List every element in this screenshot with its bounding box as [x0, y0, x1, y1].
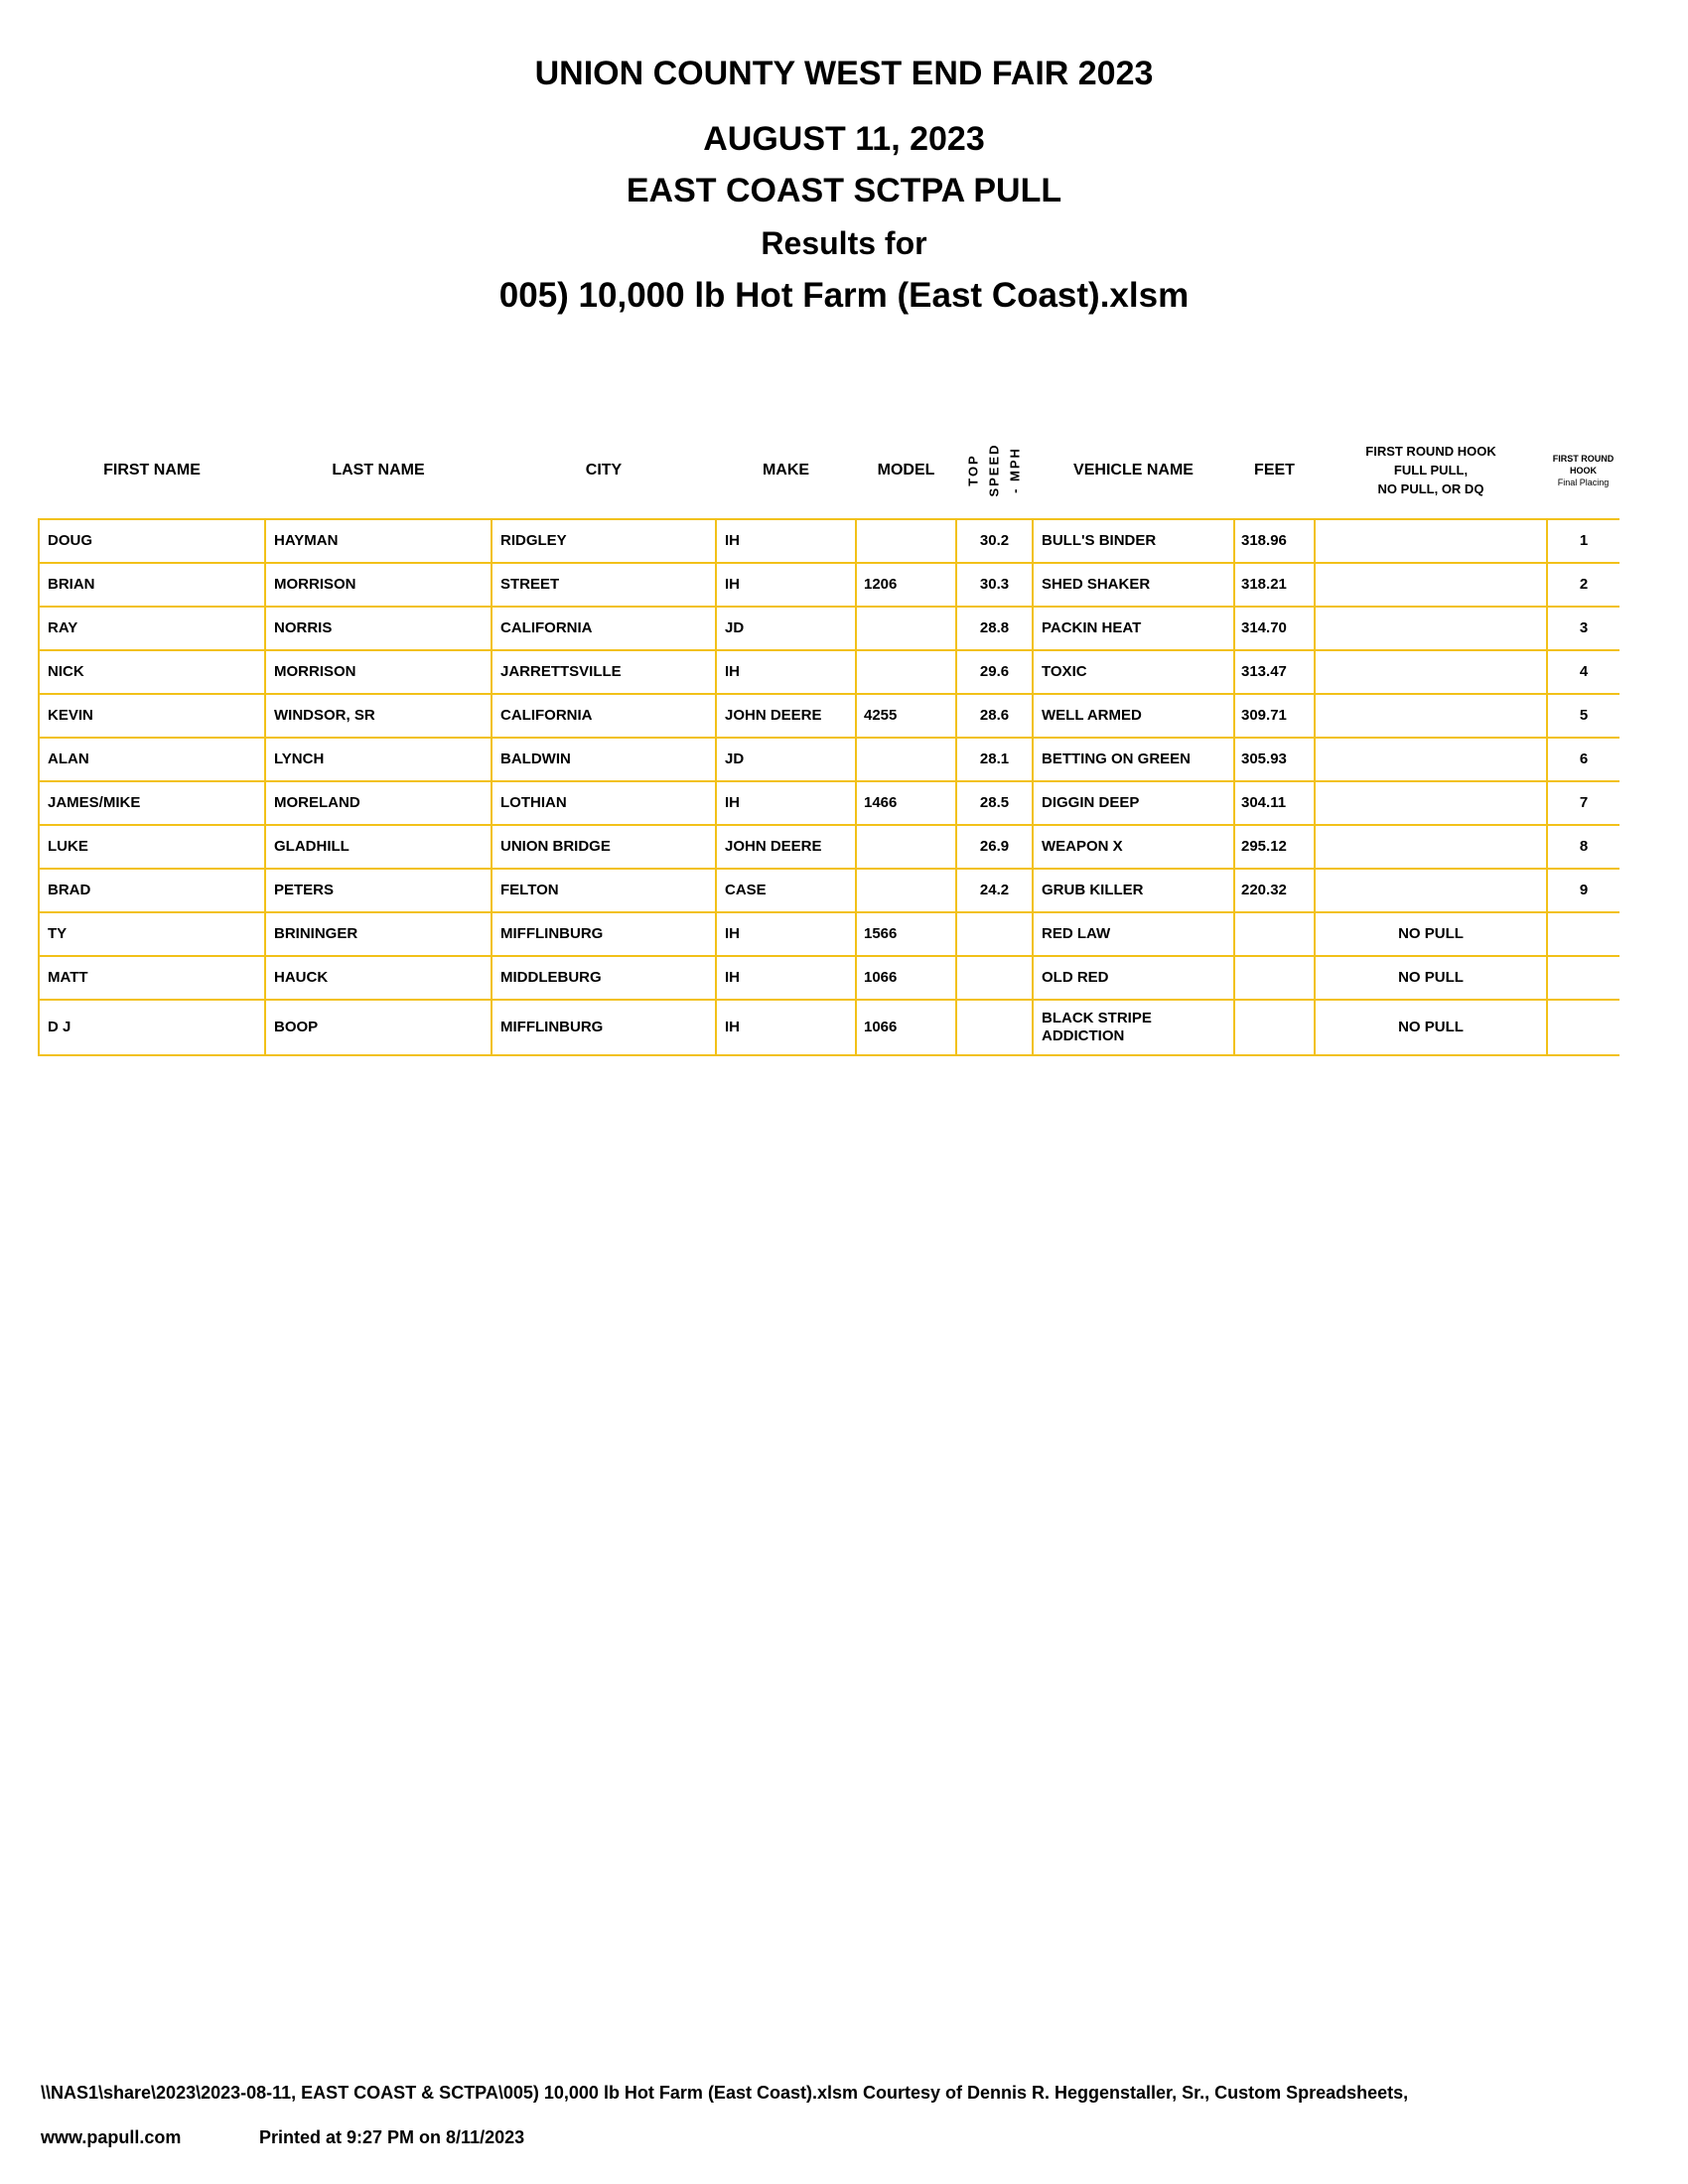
table-row [39, 519, 1619, 563]
cell-first-name: LUKE [39, 825, 265, 869]
cell-vehicle-name: BULL'S BINDER [1033, 519, 1234, 563]
cell-last-name: MORRISON [265, 563, 492, 607]
cell-model [856, 650, 956, 694]
table-row [39, 825, 1619, 869]
cell-last-name: BRININGER [265, 912, 492, 956]
header-vehicle-name: VEHICLE NAME [1073, 461, 1194, 478]
cell-last-name: BOOP [265, 1000, 492, 1055]
cell-last-name: HAYMAN [265, 519, 492, 563]
cell-top-speed: 28.6 [956, 694, 1033, 738]
cell-feet: 314.70 [1234, 607, 1315, 650]
cell-hook [1315, 825, 1547, 869]
cell-hook [1315, 650, 1547, 694]
cell-city: JARRETTSVILLE [492, 650, 716, 694]
cell-feet: 313.47 [1234, 650, 1315, 694]
header-model: MODEL [877, 461, 935, 478]
cell-city: MIFFLINBURG [492, 1000, 716, 1055]
table-body [39, 519, 1619, 1055]
cell-top-speed [956, 1000, 1033, 1055]
cell-feet: 295.12 [1234, 825, 1315, 869]
table-header-row [39, 422, 1619, 519]
cell-make: IH [716, 912, 856, 956]
header-feet: FEET [1254, 461, 1295, 478]
cell-vehicle-name: SHED SHAKER [1033, 563, 1234, 607]
cell-top-speed: 24.2 [956, 869, 1033, 912]
cell-make: JD [716, 738, 856, 781]
table-row [39, 650, 1619, 694]
cell-hook [1315, 607, 1547, 650]
cell-first-name: MATT [39, 956, 265, 1000]
page-title-line-4: Results for [761, 225, 927, 261]
table-row [39, 956, 1619, 1000]
cell-model: 1066 [856, 956, 956, 1000]
cell-placing: 8 [1547, 825, 1619, 869]
cell-model [856, 607, 956, 650]
cell-make: JOHN DEERE [716, 825, 856, 869]
cell-make: IH [716, 563, 856, 607]
cell-first-name: BRIAN [39, 563, 265, 607]
header-city: CITY [585, 461, 623, 478]
cell-placing [1547, 912, 1619, 956]
page-title-line-2: AUGUST 11, 2023 [703, 120, 985, 158]
cell-hook [1315, 563, 1547, 607]
cell-city: UNION BRIDGE [492, 825, 716, 869]
results-table [38, 422, 1619, 1056]
cell-city: STREET [492, 563, 716, 607]
cell-make: JD [716, 607, 856, 650]
cell-make: JOHN DEERE [716, 694, 856, 738]
table-row [39, 607, 1619, 650]
cell-make: IH [716, 650, 856, 694]
cell-first-name: KEVIN [39, 694, 265, 738]
cell-feet [1234, 912, 1315, 956]
cell-first-name: BRAD [39, 869, 265, 912]
cell-top-speed: 29.6 [956, 650, 1033, 694]
cell-top-speed: 28.1 [956, 738, 1033, 781]
cell-city: MIFFLINBURG [492, 912, 716, 956]
cell-feet: 318.21 [1234, 563, 1315, 607]
cell-vehicle-name: WELL ARMED [1033, 694, 1234, 738]
cell-city: MIDDLEBURG [492, 956, 716, 1000]
cell-first-name: D J [39, 1000, 265, 1055]
cell-top-speed: 30.2 [956, 519, 1033, 563]
cell-last-name: MORRISON [265, 650, 492, 694]
cell-placing: 1 [1547, 519, 1619, 563]
cell-placing: 7 [1547, 781, 1619, 825]
cell-feet: 318.96 [1234, 519, 1315, 563]
cell-model [856, 869, 956, 912]
cell-last-name: WINDSOR, SR [265, 694, 492, 738]
cell-placing [1547, 956, 1619, 1000]
cell-last-name: LYNCH [265, 738, 492, 781]
cell-first-name: ALAN [39, 738, 265, 781]
header-make: MAKE [762, 461, 810, 478]
cell-vehicle-name: TOXIC [1033, 650, 1234, 694]
cell-vehicle-name: GRUB KILLER [1033, 869, 1234, 912]
cell-last-name: MORELAND [265, 781, 492, 825]
cell-model: 4255 [856, 694, 956, 738]
cell-model [856, 738, 956, 781]
table-row [39, 738, 1619, 781]
cell-model: 1066 [856, 1000, 956, 1055]
cell-first-name: NICK [39, 650, 265, 694]
page-title-line-1: UNION COUNTY WEST END FAIR 2023 [534, 55, 1154, 92]
cell-hook [1315, 781, 1547, 825]
footer-printed-timestamp: Printed at 9:27 PM on 8/11/2023 [259, 2127, 525, 2147]
cell-vehicle-name: BETTING ON GREEN [1033, 738, 1234, 781]
cell-model: 1466 [856, 781, 956, 825]
table-row [39, 869, 1619, 912]
cell-first-name: DOUG [39, 519, 265, 563]
cell-placing [1547, 1000, 1619, 1055]
cell-hook [1315, 738, 1547, 781]
cell-vehicle-name: PACKIN HEAT [1033, 607, 1234, 650]
cell-top-speed: 26.9 [956, 825, 1033, 869]
cell-vehicle-name: OLD RED [1033, 956, 1234, 1000]
header-last-name: LAST NAME [332, 461, 425, 478]
cell-model [856, 825, 956, 869]
cell-model: 1206 [856, 563, 956, 607]
cell-make: IH [716, 1000, 856, 1055]
cell-last-name: GLADHILL [265, 825, 492, 869]
table-row [39, 781, 1619, 825]
cell-top-speed [956, 956, 1033, 1000]
header-first-round-hook: FIRST ROUND HOOK FULL PULL, NO PULL, OR DQ [1365, 444, 1496, 496]
cell-city: RIDGLEY [492, 519, 716, 563]
cell-vehicle-name: DIGGIN DEEP [1033, 781, 1234, 825]
cell-placing: 5 [1547, 694, 1619, 738]
cell-city: BALDWIN [492, 738, 716, 781]
cell-vehicle-name: WEAPON X [1033, 825, 1234, 869]
cell-model [856, 519, 956, 563]
cell-placing: 9 [1547, 869, 1619, 912]
cell-feet [1234, 1000, 1315, 1055]
cell-placing: 3 [1547, 607, 1619, 650]
cell-hook: NO PULL [1315, 912, 1547, 956]
cell-hook [1315, 519, 1547, 563]
cell-feet: 305.93 [1234, 738, 1315, 781]
cell-hook: NO PULL [1315, 956, 1547, 1000]
cell-first-name: TY [39, 912, 265, 956]
footer-file-path: \\NAS1\share\2023\2023-08-11, EAST COAST & SCTPA\005) 10,000 lb Hot Farm (East Coast).xlsm Courtesy of Dennis R. Heggenstaller, Sr., Custom Spreadsheets, [41, 2083, 1409, 2103]
cell-first-name: RAY [39, 607, 265, 650]
cell-make: IH [716, 519, 856, 563]
vertical-header-wrap [958, 422, 1031, 518]
cell-city: CALIFORNIA [492, 694, 716, 738]
header-final-placing: FIRST ROUND HOOK Final Placing [1552, 453, 1615, 487]
cell-make: CASE [716, 869, 856, 912]
cell-feet [1234, 956, 1315, 1000]
header-top-speed [956, 422, 1033, 519]
cell-placing: 2 [1547, 563, 1619, 607]
cell-last-name: PETERS [265, 869, 492, 912]
table-row [39, 694, 1619, 738]
cell-top-speed: 30.3 [956, 563, 1033, 607]
cell-last-name: HAUCK [265, 956, 492, 1000]
header-first-name: FIRST NAME [103, 461, 201, 478]
page-title-line-3: EAST COAST SCTPA PULL [626, 172, 1062, 209]
cell-hook [1315, 869, 1547, 912]
cell-make: IH [716, 956, 856, 1000]
cell-top-speed: 28.5 [956, 781, 1033, 825]
cell-hook: NO PULL [1315, 1000, 1547, 1055]
table-row [39, 912, 1619, 956]
cell-placing: 6 [1547, 738, 1619, 781]
cell-city: LOTHIAN [492, 781, 716, 825]
cell-top-speed: 28.8 [956, 607, 1033, 650]
cell-last-name: NORRIS [265, 607, 492, 650]
cell-first-name: JAMES/MIKE [39, 781, 265, 825]
table-row [39, 563, 1619, 607]
page-title-line-5: 005) 10,000 lb Hot Farm (East Coast).xlsm [498, 276, 1190, 315]
header-top-speed-rotated-text: TOP SPEED - MPH [965, 443, 1023, 497]
cell-feet: 220.32 [1234, 869, 1315, 912]
cell-feet: 304.11 [1234, 781, 1315, 825]
cell-placing: 4 [1547, 650, 1619, 694]
cell-vehicle-name: RED LAW [1033, 912, 1234, 956]
cell-city: CALIFORNIA [492, 607, 716, 650]
cell-hook [1315, 694, 1547, 738]
cell-city: FELTON [492, 869, 716, 912]
cell-top-speed [956, 912, 1033, 956]
cell-model: 1566 [856, 912, 956, 956]
cell-vehicle-name: BLACK STRIPE ADDICTION [1033, 1000, 1234, 1055]
footer-website: www.papull.com [41, 2127, 182, 2147]
cell-feet: 309.71 [1234, 694, 1315, 738]
table-row [39, 1000, 1619, 1055]
cell-make: IH [716, 781, 856, 825]
